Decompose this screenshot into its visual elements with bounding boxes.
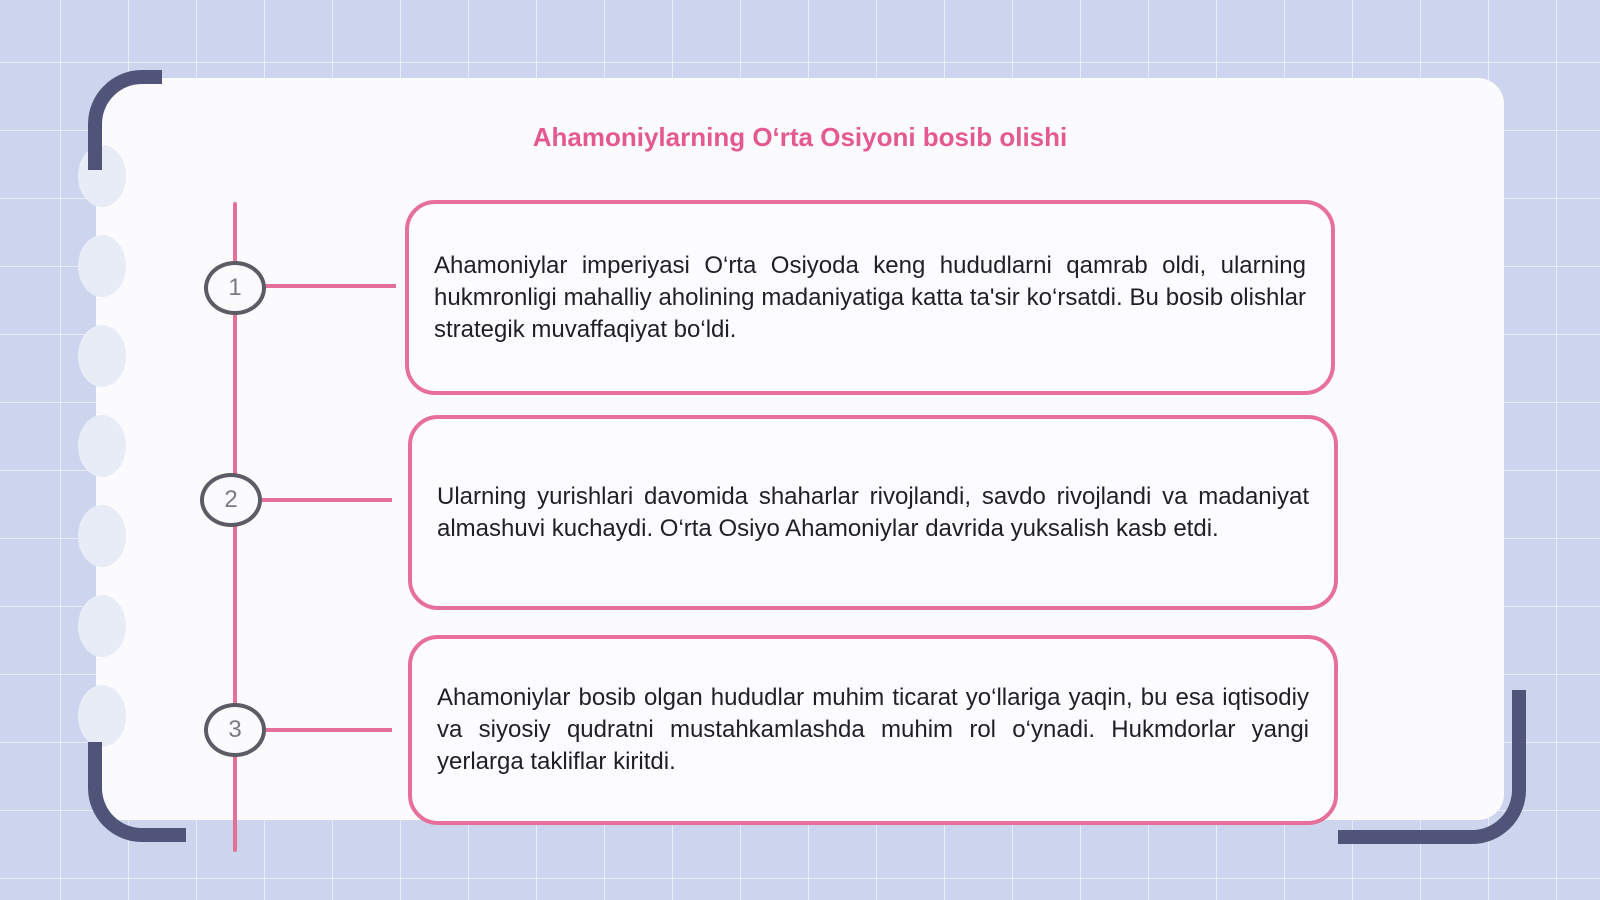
timeline-node-1: 1	[204, 261, 266, 315]
notebook-hole	[78, 415, 126, 477]
slide-title: Ahamoniylarning O‘rta Osiyoni bosib olishi	[532, 122, 1068, 152]
notebook-hole	[78, 595, 126, 657]
timeline-node-2: 2	[200, 473, 262, 527]
corner-bracket-bottom-right	[1338, 690, 1526, 844]
timeline-connector	[266, 728, 392, 732]
notebook-hole	[78, 325, 126, 387]
card-text: Ahamoniylar bosib olgan hududlar muhim ticarat yo‘llariga yaqin, bu esa iqtisodiy va siyosiy qudratni mustahkamlashda muhim rol o‘ynadi. Hukmdorlar yangi yerlarga takliflar kiritdi.	[437, 684, 1309, 775]
card-text: Ularning yurishlari davomida shaharlar rivojlandi, savdo rivojlandi va madaniyat almashuvi kuchaydi. O‘rta Osiyo Ahamoniylar davrida yuksalish kasb etdi.	[437, 482, 1309, 542]
timeline-node-3: 3	[204, 703, 266, 757]
notebook-hole	[78, 505, 126, 567]
timeline-card-1	[405, 200, 1335, 395]
timeline-card-2	[408, 415, 1338, 610]
corner-bracket-bottom-left	[88, 742, 186, 842]
timeline-card-3	[408, 635, 1338, 825]
notebook-hole	[78, 235, 126, 297]
corner-bracket-top-left	[88, 70, 162, 170]
card-text: Ahamoniylar imperiyasi O‘rta Osiyoda keng hududlarni qamrab oldi, ularning hukmronligi mahalliy aholining madaniyatiga katta ta'sir ko‘rsatdi. Bu bosib olishlar strategik muvaffaqiyat bo‘ldi.	[434, 251, 1306, 343]
timeline-connector	[262, 498, 392, 502]
notebook-hole	[78, 685, 126, 747]
timeline-connector	[266, 284, 396, 288]
